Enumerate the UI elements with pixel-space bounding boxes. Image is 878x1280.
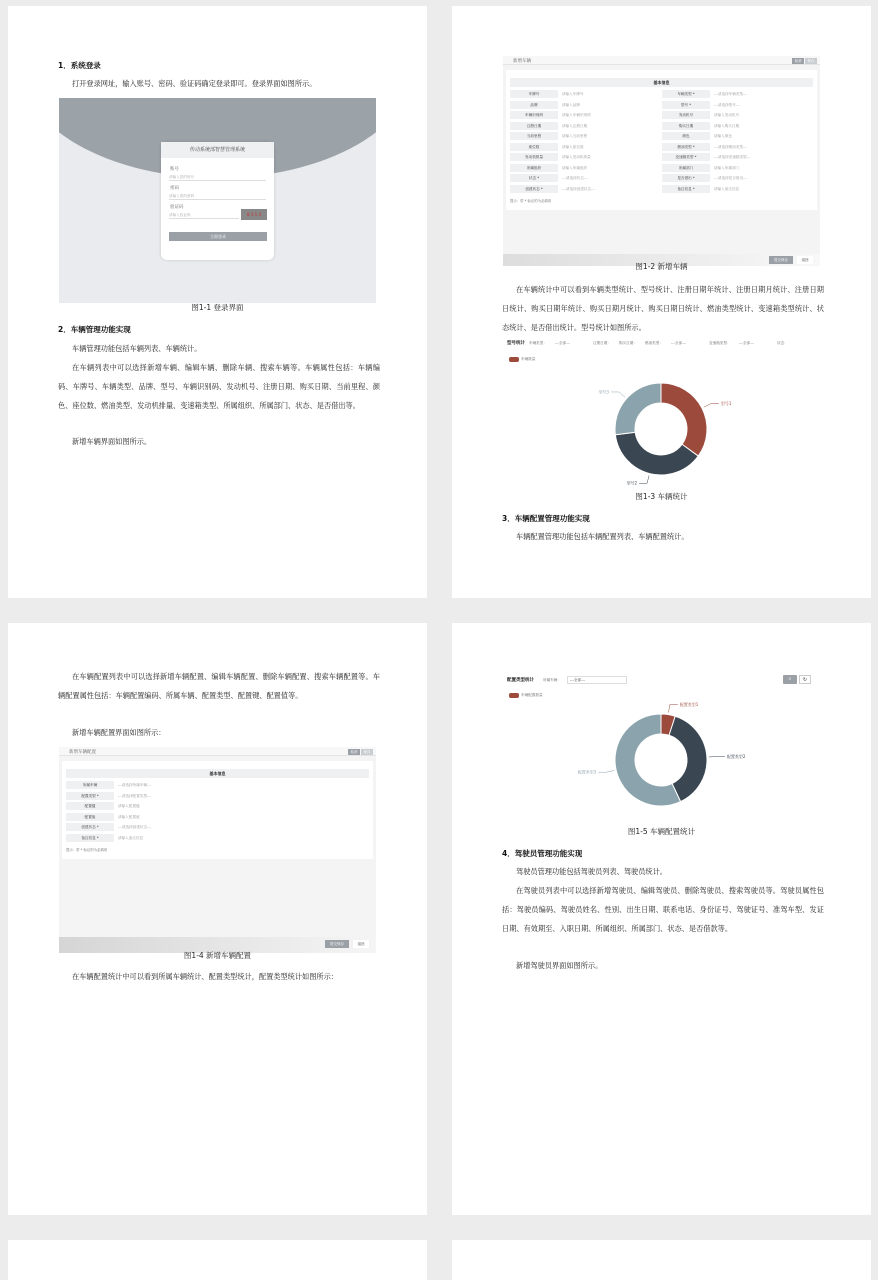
field-input[interactable]: 请输入发动机号 [714, 113, 740, 117]
filter-item[interactable]: ---全部--- [739, 341, 754, 345]
field-input[interactable]: 请输入颜色 [714, 134, 732, 138]
field-label: 变速箱类型 * [662, 153, 710, 161]
legend-label: 车辆数量 [521, 357, 536, 361]
add-vehicle-screenshot [503, 56, 820, 266]
password-input[interactable]: 请输入您的密码 [169, 192, 266, 200]
field-input[interactable]: ---请选择变速箱类型--- [714, 155, 751, 159]
paragraph: 打开登录网址，输入账号、密码、验证码确定登录即可。登录界面如图所示。 [72, 79, 317, 88]
field-input[interactable]: 请输入品牌 [562, 102, 580, 107]
legend-label: 车辆配置数量 [521, 693, 543, 697]
section-title: 基本信息 [510, 78, 813, 87]
filter-label: 所属车辆： [543, 678, 561, 682]
breadcrumb: 新增车辆 [513, 59, 531, 64]
paragraph: 车辆配置管理功能包括车辆配置列表、车辆配置统计。 [516, 532, 689, 541]
figure-caption: 图1-1 登录界面 [191, 303, 244, 312]
field-input[interactable]: ---请选择状态--- [562, 176, 588, 180]
refresh-icon[interactable]: ↻ [799, 675, 811, 684]
chart-title: 配置类型统计 [507, 678, 534, 683]
save-button[interactable]: 保存 [805, 58, 817, 64]
label-line [611, 392, 625, 397]
section-heading: 2．车辆管理功能实现 [58, 325, 131, 334]
field-label: 是否借出 * [662, 174, 710, 182]
field-label: 发动机号 [662, 111, 710, 119]
field-input[interactable]: 请输入购买日期 [714, 123, 740, 128]
slice-label: 型号1 [720, 401, 732, 407]
field-input[interactable]: ---请选择创建状态--- [562, 186, 595, 191]
field-input[interactable]: 请输入所属组织 [562, 165, 588, 170]
field-label: 所属组织 [510, 164, 558, 172]
password-label: 密码 [170, 186, 179, 191]
pie-slice[interactable] [661, 383, 707, 456]
save-button[interactable]: 保存 [361, 749, 373, 755]
field-label: 购买日期 [662, 122, 710, 130]
breadcrumb: 新增车辆配置 [69, 750, 96, 755]
figure-caption: 图1-4 新增车辆配置 [183, 951, 252, 960]
cancel-button[interactable]: 取消 [348, 749, 360, 755]
login-screenshot [59, 98, 376, 303]
slice-label: 配置类型2 [726, 753, 746, 759]
field-input[interactable]: ---请选择燃油类型--- [714, 144, 747, 149]
field-label: 配置键 [66, 802, 114, 810]
submit-button[interactable]: 提交保存 [769, 256, 793, 264]
field-label: 车牌号 [510, 90, 558, 98]
field-label: 车辆识别码 [510, 111, 558, 119]
form-note: 提示：带 * 标记的为必填项 [66, 848, 108, 852]
filter-item[interactable]: ---全部--- [671, 341, 686, 345]
field-label: 备注信息 * [66, 834, 114, 842]
field-label: 颜色 [662, 132, 710, 140]
slice-label: 配置类型3 [577, 769, 597, 775]
field-input[interactable]: ---请选择创建状态--- [118, 825, 151, 829]
filter-item: 变速箱类型： [709, 341, 731, 345]
cancel-button[interactable]: 取消 [792, 58, 804, 64]
paragraph: 车辆管理功能包括车辆列表、车辆统计。 [72, 344, 202, 353]
paragraph: 在车辆配置列表中可以选择新增车辆配置、编辑车辆配置、删除车辆配置、搜索车辆配置等。车辆配置属性包括：车辆配置编码、所属车辆、配置类型、配置键、配置值等。 [58, 672, 380, 700]
paragraph: 新增车辆界面如图所示。 [72, 437, 152, 446]
filter-item: 车辆类型： [529, 341, 547, 345]
page-1 [8, 6, 427, 598]
form-note: 提示：带 * 标记的为必填项 [510, 199, 552, 203]
field-label: 座位数 [510, 143, 558, 151]
field-label: 配置类型 * [66, 792, 114, 800]
field-label: 型号 * [662, 101, 710, 109]
field-input[interactable]: 请输入座位数 [562, 144, 584, 149]
pie-chart [503, 671, 820, 821]
label-line [704, 404, 719, 408]
paragraph: 在车辆列表中可以选择新增车辆、编辑车辆、删除车辆、搜索车辆等。车辆属性包括：车辆编码、车牌号、车辆类型、品牌、型号、车辆识别码、发动机号、注册日期、购买日期、当前里程、颜色、座位数、燃油类型、发动机排量、变速箱类型、所属组织、所属部门、状态、是否借出等。 [58, 363, 380, 410]
filter-item: 状态： [777, 341, 788, 345]
captcha-input[interactable]: 请输入验证码 [169, 211, 239, 219]
pie-slice[interactable] [615, 383, 661, 435]
field-label: 注册日期 [510, 122, 558, 130]
field-label: 所属车辆 [66, 781, 114, 789]
label-line [669, 705, 678, 713]
filter-item: 注册日期： [593, 341, 611, 345]
field-input[interactable]: 请输入配置键 [118, 804, 140, 808]
captcha-label: 验证码 [170, 205, 184, 210]
captcha-image[interactable]: 8 3 5 4 [241, 209, 267, 220]
field-input[interactable]: ---请选择配置类型--- [118, 793, 151, 798]
field-input[interactable]: ---请选择是否借出--- [714, 176, 747, 180]
model-chart [503, 338, 820, 488]
form-card [62, 761, 373, 859]
config-chart [503, 671, 820, 821]
filter-item[interactable]: ---全部--- [555, 341, 570, 345]
field-label: 配置值 [66, 813, 114, 821]
field-label: 车辆类型 * [662, 90, 710, 98]
vehicle-select[interactable]: ---全部--- [567, 676, 627, 684]
paragraph: 在驾驶员列表中可以选择新增驾驶员、编辑驾驶员、删除驾驶员、搜索驾驶员等。驾驶员属性包括：驾驶员编码、驾驶员姓名、性别、出生日期、联系电话、身份证号、驾驶证号、准驾车型、发证日期、有效期至、入职日期、所属组织、所属部门、状态、是否借款等。 [502, 886, 824, 933]
field-label: 燃油类型 * [662, 143, 710, 151]
back-button[interactable]: 返回 [353, 940, 369, 948]
page-3 [8, 623, 427, 1215]
field-label: 发动机排量 [510, 153, 558, 161]
add-config-screenshot [59, 747, 376, 953]
field-input[interactable]: 请输入配置值 [118, 814, 140, 819]
label-line [598, 770, 614, 772]
field-input[interactable]: 请输入备注信息 [714, 186, 740, 191]
paragraph: 在车辆统计中可以看到车辆类型统计、型号统计、注册日期年统计、注册日期月统计、注册日期日统计、购买日期年统计、购买日期月统计、购买日期日统计、燃油类型统计、变速箱类型统计、状态统计、是否借出统计。型号统计如图所示。 [502, 285, 824, 332]
field-input[interactable]: ---请选择车辆类型--- [714, 92, 747, 96]
back-button[interactable]: 返回 [797, 256, 813, 264]
filter-item: 燃油类型： [645, 341, 663, 345]
page-2 [452, 6, 871, 598]
paragraph: 在车辆配置统计中可以看到所属车辆统计、配置类型统计，配置类型统计如图所示： [72, 972, 338, 981]
field-label: 备注信息 * [662, 185, 710, 193]
login-button[interactable]: 立即登录 [169, 232, 267, 241]
chart-title: 型号统计 [507, 341, 525, 346]
field-input[interactable]: 请输入当前里程 [562, 134, 588, 138]
figure-caption: 图1-3 车辆统计 [635, 492, 688, 501]
figure-caption: 图1-5 车辆配置统计 [627, 827, 696, 836]
filter-item[interactable]: 购买日期： [619, 341, 637, 345]
field-input[interactable]: 请输入所属部门 [714, 165, 740, 170]
label-line [709, 756, 725, 757]
slice-label: 配置类型1 [679, 702, 699, 708]
login-card [161, 142, 274, 260]
section-title: 基本信息 [66, 769, 369, 778]
form-card [506, 70, 817, 210]
field-input[interactable]: 请输入发动机排量 [562, 155, 591, 159]
search-icon[interactable]: ⌕ [783, 675, 797, 684]
slice-label: 型号3 [598, 389, 609, 395]
login-title: 传动系统部智慧管理系统 [161, 142, 274, 158]
label-line [639, 475, 649, 483]
pie-chart [503, 338, 820, 488]
field-label: 所属部门 [662, 164, 710, 172]
breadcrumb-bar [59, 747, 376, 756]
section-heading: 1．系统登录 [58, 61, 101, 70]
field-label: 创建状态 * [510, 185, 558, 193]
section-heading: 4．驾驶员管理功能实现 [502, 849, 583, 858]
paragraph: 新增车辆配置界面如图所示： [72, 728, 166, 737]
field-label: 创建状态 * [66, 823, 114, 831]
breadcrumb-bar [503, 56, 820, 65]
page-6 [452, 1240, 871, 1280]
field-label: 品牌 [510, 101, 558, 109]
field-input[interactable]: ---请选择型号--- [714, 102, 740, 107]
paragraph: 驾驶员管理功能包括驾驶员列表、驾驶员统计。 [516, 867, 667, 876]
field-input[interactable]: 请输入备注信息 [118, 835, 144, 840]
field-input[interactable]: 请输入注册日期 [562, 123, 588, 128]
paragraph: 新增驾驶员界面如图所示。 [516, 961, 603, 970]
section-heading: 3．车辆配置管理功能实现 [502, 514, 590, 523]
page-5 [8, 1240, 427, 1280]
field-label: 当前里程 [510, 132, 558, 140]
field-input[interactable]: 请输入车辆识别码 [562, 113, 591, 117]
account-label: 账号 [170, 167, 179, 172]
slice-label: 型号2 [626, 480, 638, 486]
field-input[interactable]: 请输入车牌号 [562, 92, 584, 96]
page-4 [452, 623, 871, 1215]
submit-button[interactable]: 提交保存 [325, 940, 349, 948]
account-input[interactable]: 请输入您的账号 [169, 173, 266, 181]
field-input[interactable]: ---请选择所属车辆--- [118, 783, 151, 787]
field-label: 状态 * [510, 174, 558, 182]
figure-caption: 图1-2 新增车辆 [635, 262, 688, 271]
